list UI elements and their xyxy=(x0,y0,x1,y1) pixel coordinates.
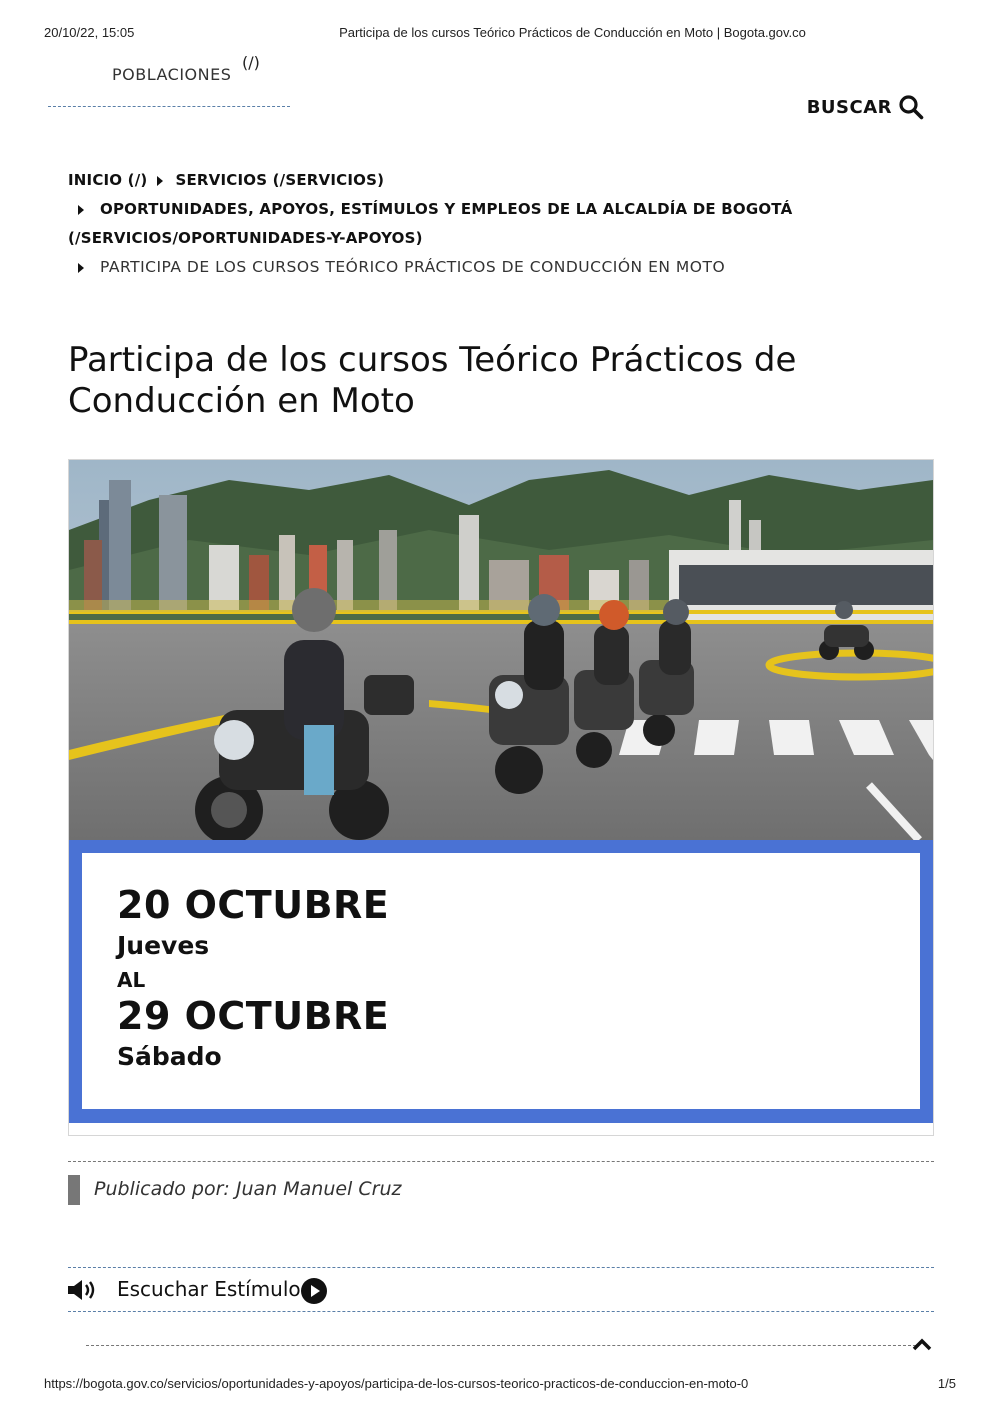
end-day: Sábado xyxy=(117,1042,222,1071)
caret-right-icon xyxy=(78,263,84,273)
breadcrumb xyxy=(68,166,948,282)
divider xyxy=(68,1311,934,1312)
poblaciones-url: (/) xyxy=(242,53,260,72)
search-icon xyxy=(898,94,924,120)
breadcrumb-line-2 xyxy=(68,195,948,224)
caret-right-icon xyxy=(78,205,84,215)
print-document-title: Participa de los cursos Teórico Prácticos de Conducción en Moto | Bogota.gov.co xyxy=(339,25,806,40)
page-title-line-1: Participa de los cursos Teórico Prácticos de xyxy=(68,340,797,380)
breadcrumb-oportunidades[interactable]: OPORTUNIDADES, APOYOS, ESTÍMULOS Y EMPLEOS DE LA ALCALDÍA DE BOGOTÁ xyxy=(100,200,793,218)
search-button[interactable] xyxy=(807,94,924,120)
divider xyxy=(68,1161,934,1162)
divider xyxy=(68,1267,934,1268)
breadcrumb-line-4 xyxy=(68,253,948,282)
breadcrumb-current: PARTICIPA DE LOS CURSOS TEÓRICO PRÁCTICOS DE CONDUCCIÓN EN MOTO xyxy=(100,258,726,276)
play-icon[interactable] xyxy=(300,1277,328,1305)
divider xyxy=(86,1345,916,1346)
breadcrumb-oportunidades-url[interactable]: (/SERVICIOS/OPORTUNIDADES-Y-APOYOS) xyxy=(68,229,423,247)
breadcrumb-inicio[interactable]: INICIO (/) xyxy=(68,171,148,189)
start-day: Jueves xyxy=(117,931,210,960)
poblaciones-link[interactable]: POBLACIONES xyxy=(112,65,232,84)
poblaciones-menu xyxy=(48,52,290,107)
speaker-icon xyxy=(67,1278,99,1302)
breadcrumb-line-3 xyxy=(68,224,948,253)
search-label: BUSCAR xyxy=(806,96,892,118)
page-title xyxy=(68,340,928,422)
print-page-number: 1/5 xyxy=(937,1376,956,1391)
start-date: 20 OCTUBRE xyxy=(117,883,390,927)
published-by: Publicado por: Juan Manuel Cruz xyxy=(94,1178,402,1200)
date-connector: AL xyxy=(117,968,146,992)
print-header xyxy=(0,25,1000,41)
print-datetime: 20/10/22, 15:05 xyxy=(44,25,135,40)
print-url: https://bogota.gov.co/servicios/oportunidades-y-apoyos/participa-de-los-cursos-teorico-practicos-de-conduccion-en-moto-0 xyxy=(44,1376,749,1391)
listen-label: Escuchar Estímulo xyxy=(117,1277,301,1301)
event-card xyxy=(68,459,934,1136)
date-box xyxy=(82,853,920,1109)
breadcrumb-line-1 xyxy=(68,166,948,195)
page-title-line-2: Conducción en Moto xyxy=(68,381,415,421)
published-accent-bar xyxy=(68,1175,80,1205)
end-date: 29 OCTUBRE xyxy=(117,994,390,1038)
caret-right-icon xyxy=(157,176,163,186)
chevron-up-icon[interactable] xyxy=(912,1336,932,1352)
date-panel xyxy=(69,840,933,1123)
breadcrumb-servicios[interactable]: SERVICIOS (/SERVICIOS) xyxy=(175,171,385,189)
hero-image xyxy=(69,460,933,840)
